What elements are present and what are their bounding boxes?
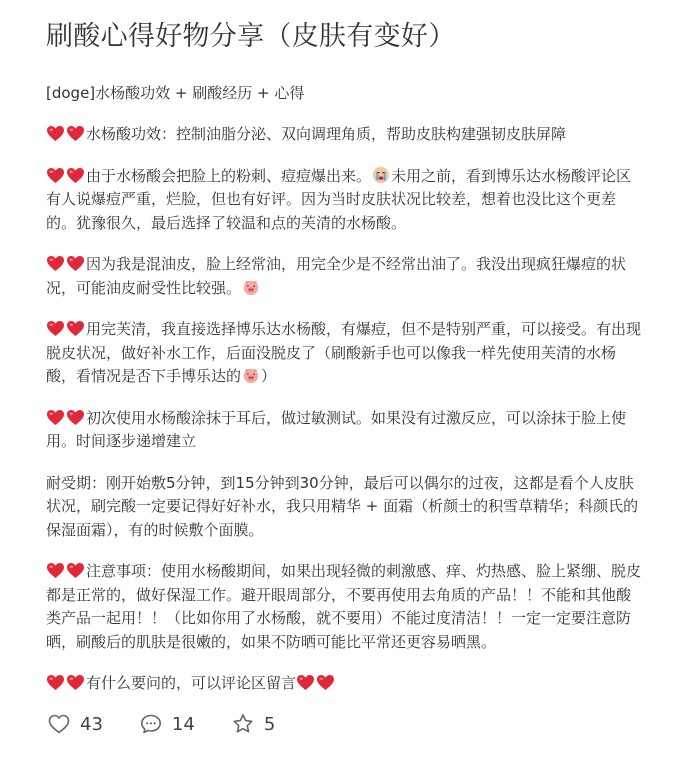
favorite-button[interactable] — [231, 712, 275, 736]
paragraph-8-text: 有什么要问的，可以评论区留言 — [86, 674, 297, 692]
paragraph-4-text-a: 用完芙清，我直接选择博乐达水杨酸，有爆痘，但不是特别严重，可以接受。有出现脱皮状况，做好补水工作，后面没脱皮了（刷酸新手也可以像我一样先使用芙清的水杨酸，看情况是否下手博乐达的 — [46, 320, 642, 385]
heart-emoji-icon — [46, 255, 65, 272]
pig-face-emoji-icon — [242, 366, 260, 384]
paragraph-1 — [46, 123, 645, 147]
heart-emoji-icon — [316, 674, 335, 691]
heart-emoji-icon — [46, 320, 65, 337]
heart-emoji-icon — [46, 562, 65, 579]
favorite-count: 5 — [263, 713, 276, 735]
paragraph-5-text: 初次使用水杨酸涂抹于耳后，做过敏测试。如果没有过激反应，可以涂抹于脸上使用。时间逐步递增建立 — [46, 408, 627, 450]
heart-emoji-icon — [46, 674, 65, 691]
heart-emoji-icon — [66, 562, 85, 579]
paragraph-3 — [46, 253, 645, 300]
heart-emoji-icon — [46, 409, 65, 426]
paragraph-4 — [46, 318, 645, 389]
heart-emoji-icon — [66, 125, 85, 142]
post-title: 刷酸心得好物分享（皮肤有变好） — [46, 21, 456, 52]
heart-emoji-icon — [66, 674, 85, 691]
paragraph-5 — [46, 407, 645, 454]
paragraph-2-text-a: 由于水杨酸会把脸上的粉刺、痘痘爆出来。 — [86, 166, 372, 185]
crying-face-emoji-icon — [372, 166, 390, 184]
paragraph-3-text: 因为我是混油皮，脸上经常油，用完全少是不经常出油了。我没出现疯狂爆痘的状况，可能油皮耐受性比较强。 — [46, 255, 627, 297]
pig-face-emoji-icon — [242, 278, 260, 296]
paragraph-4-text-b: ） — [261, 367, 277, 385]
heart-emoji-icon — [66, 167, 85, 184]
heart-emoji-icon — [46, 125, 65, 142]
heart-outline-icon — [47, 712, 71, 736]
heart-emoji-icon — [296, 674, 315, 691]
comment-button[interactable] — [139, 712, 195, 736]
like-button[interactable] — [47, 712, 103, 736]
paragraph-1-text: 水杨酸功效：控制油脂分泌、双向调理角质，帮助皮肤构建强韧皮肤屏障 — [86, 125, 567, 143]
paragraph-2 — [46, 165, 645, 236]
paragraph-7-text: 注意事项：使用水杨酸期间，如果出现轻微的刺激感、痒、灼热感、脸上紧绷、脱皮都是正常的，做好保湿工作。避开眼周部分，不要再使用去角质的产品！！不能和其他酸类产品一起用！！（比如你用了水杨酸，就不要用）不能过度清洁！！一定一定要注意防晒，刷酸后的肌肤是很嫩的，如果不防晒可能比平常还更容易晒黑。 — [46, 562, 642, 651]
star-outline-icon — [231, 712, 255, 736]
paragraph-8 — [46, 672, 645, 696]
comment-bubble-icon — [139, 712, 163, 736]
heart-emoji-icon — [66, 320, 85, 337]
like-count: 43 — [80, 713, 103, 735]
post-tags: [doge]水杨酸功效 + 刷酸经历 + 心得 — [46, 84, 305, 102]
comment-count: 14 — [171, 713, 195, 735]
heart-emoji-icon — [66, 255, 85, 272]
paragraph-2-text-b: 未用之前，看到博乐达水杨酸评论区有人说爆痘严重，烂脸，但也有好评。因为当时皮肤状况比较差，想着也没比这个更差的。犹豫很久，最后选择了较温和点的芙清的水杨酸。 — [46, 166, 632, 232]
heart-emoji-icon — [66, 409, 85, 426]
paragraph-7 — [46, 560, 645, 654]
post-actions-bar — [47, 712, 311, 736]
heart-emoji-icon — [46, 167, 65, 184]
paragraph-6: 耐受期：刚开始敷5分钟，到15分钟到30分钟，最后可以偶尔的过夜，这都是看个人皮肤状况，刷完酸一定要记得好好补水，我只用精华 + 面霜（析颜士的积雪草精华；科颜氏的保湿面霜），有的时候敷个面膜。 — [46, 473, 639, 539]
